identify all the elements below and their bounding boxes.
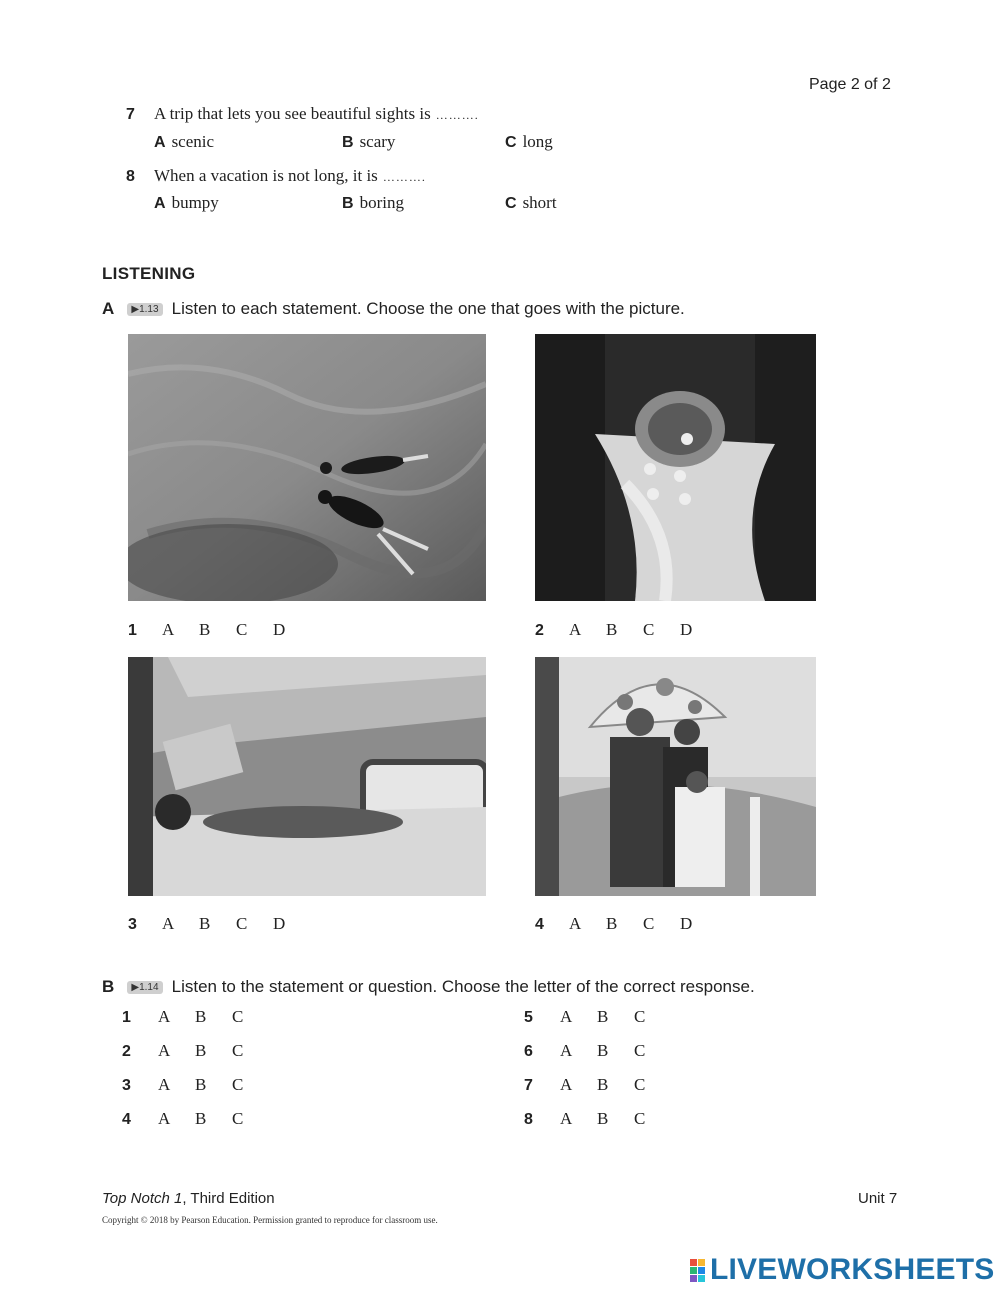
choice-d[interactable]: D xyxy=(273,620,286,639)
option-letter: C xyxy=(505,195,517,212)
option-7a[interactable] xyxy=(154,132,214,152)
rafting-photo xyxy=(535,334,816,601)
item-number: 3 xyxy=(122,1077,131,1094)
choice-d[interactable]: D xyxy=(680,914,693,933)
choice-b[interactable]: B xyxy=(597,1041,609,1060)
item-number: 7 xyxy=(524,1077,533,1094)
answer-blank[interactable]: ………. xyxy=(435,108,479,122)
book-title: Top Notch 1 xyxy=(102,1190,183,1207)
response-item-8 xyxy=(524,1109,671,1129)
choice-a[interactable]: A xyxy=(560,1109,573,1128)
choice-a[interactable]: A xyxy=(158,1109,171,1128)
picture-1-choices xyxy=(128,620,310,640)
question-stem: When a vacation is not long, it is xyxy=(154,166,378,185)
instruction-text: Listen to each statement. Choose the one that goes with the picture. xyxy=(171,299,685,318)
response-item-6 xyxy=(524,1041,671,1061)
snorkeling-photo xyxy=(128,334,486,601)
choice-b[interactable]: B xyxy=(606,914,618,933)
item-number: 6 xyxy=(524,1043,533,1060)
option-8b[interactable] xyxy=(342,193,404,213)
question-number: 8 xyxy=(126,168,135,185)
audio-track-badge[interactable]: ▶1.13 xyxy=(127,303,162,316)
choice-a[interactable]: A xyxy=(560,1041,573,1060)
choice-c[interactable]: C xyxy=(643,620,655,639)
option-word: short xyxy=(522,193,557,212)
choice-b[interactable]: B xyxy=(199,914,211,933)
choice-d[interactable]: D xyxy=(273,914,286,933)
liveworksheets-logo[interactable] xyxy=(690,1254,995,1286)
choice-b[interactable]: B xyxy=(195,1109,207,1128)
item-number: 2 xyxy=(122,1043,131,1060)
option-word: scary xyxy=(359,132,396,151)
option-letter: B xyxy=(342,134,354,151)
choice-c[interactable]: C xyxy=(232,1041,244,1060)
choice-b[interactable]: B xyxy=(195,1075,207,1094)
audio-track-badge[interactable]: ▶1.14 xyxy=(127,981,162,994)
page-number: Page 2 of 2 xyxy=(809,76,891,93)
footer-book-title xyxy=(102,1190,275,1207)
choice-a[interactable]: A xyxy=(162,914,175,933)
part-b-instruction xyxy=(102,977,755,997)
option-letter: B xyxy=(342,195,354,212)
option-word: boring xyxy=(359,193,404,212)
choice-c[interactable]: C xyxy=(634,1075,646,1094)
response-item-3 xyxy=(122,1075,269,1095)
option-7c[interactable] xyxy=(505,132,553,152)
choice-c[interactable]: C xyxy=(236,620,248,639)
choice-b[interactable]: B xyxy=(199,620,211,639)
choice-a[interactable]: A xyxy=(158,1075,171,1094)
choice-d[interactable]: D xyxy=(680,620,693,639)
choice-c[interactable]: C xyxy=(634,1041,646,1060)
vocab-question-7 xyxy=(126,104,479,124)
response-item-7 xyxy=(524,1075,671,1095)
choice-c[interactable]: C xyxy=(232,1007,244,1026)
choice-b[interactable]: B xyxy=(195,1007,207,1026)
option-word: scenic xyxy=(171,132,215,151)
picture-number: 3 xyxy=(128,916,137,933)
choice-c[interactable]: C xyxy=(232,1109,244,1128)
choice-c[interactable]: C xyxy=(232,1075,244,1094)
choice-b[interactable]: B xyxy=(597,1109,609,1128)
edition: , Third Edition xyxy=(182,1190,275,1207)
family-umbrella-photo xyxy=(535,657,816,896)
picture-3-choices xyxy=(128,914,310,934)
choice-a[interactable]: A xyxy=(158,1007,171,1026)
choice-a[interactable]: A xyxy=(162,620,175,639)
picture-4-choices xyxy=(535,914,717,934)
choice-b[interactable]: B xyxy=(606,620,618,639)
train-berth-photo xyxy=(128,657,486,896)
instruction-text: Listen to the statement or question. Choose the letter of the correct response. xyxy=(171,977,755,996)
section-heading: LISTENING xyxy=(102,264,196,283)
choice-a[interactable]: A xyxy=(569,620,582,639)
option-8c[interactable] xyxy=(505,193,557,213)
choice-b[interactable]: B xyxy=(597,1007,609,1026)
option-letter: A xyxy=(154,195,166,212)
choice-c[interactable]: C xyxy=(634,1109,646,1128)
choice-a[interactable]: A xyxy=(158,1041,171,1060)
choice-b[interactable]: B xyxy=(195,1041,207,1060)
response-item-4 xyxy=(122,1109,269,1129)
choice-a[interactable]: A xyxy=(560,1007,573,1026)
choice-a[interactable]: A xyxy=(560,1075,573,1094)
choice-c[interactable]: C xyxy=(643,914,655,933)
vocab-question-8 xyxy=(126,166,426,186)
item-number: 8 xyxy=(524,1111,533,1128)
logo-text: LIVEWORKSHEETS xyxy=(710,1253,995,1286)
question-stem: A trip that lets you see beautiful sights is xyxy=(154,104,431,123)
choice-b[interactable]: B xyxy=(597,1075,609,1094)
question-number: 7 xyxy=(126,106,135,123)
item-number: 1 xyxy=(122,1009,131,1026)
part-a-instruction xyxy=(102,299,685,319)
choice-c[interactable]: C xyxy=(634,1007,646,1026)
picture-number: 4 xyxy=(535,916,544,933)
picture-number: 2 xyxy=(535,622,544,639)
response-item-5 xyxy=(524,1007,671,1027)
option-letter: C xyxy=(505,134,517,151)
option-word: bumpy xyxy=(171,193,219,212)
choice-a[interactable]: A xyxy=(569,914,582,933)
option-8a[interactable] xyxy=(154,193,219,213)
option-word: long xyxy=(522,132,553,151)
part-letter: B xyxy=(102,977,115,996)
choice-c[interactable]: C xyxy=(236,914,248,933)
option-7b[interactable] xyxy=(342,132,395,152)
response-item-1 xyxy=(122,1007,269,1027)
item-number: 5 xyxy=(524,1009,533,1026)
picture-2-choices xyxy=(535,620,717,640)
part-letter: A xyxy=(102,299,115,318)
footer-unit: Unit 7 xyxy=(858,1190,898,1207)
logo-mark-icon xyxy=(690,1259,705,1282)
response-item-2 xyxy=(122,1041,269,1061)
item-number: 4 xyxy=(122,1111,131,1128)
answer-blank[interactable]: ………. xyxy=(382,170,426,184)
option-letter: A xyxy=(154,134,166,151)
picture-number: 1 xyxy=(128,622,137,639)
copyright-notice: Copyright © 2018 by Pearson Education. Permission granted to reproduce for classroom use. xyxy=(102,1215,438,1225)
